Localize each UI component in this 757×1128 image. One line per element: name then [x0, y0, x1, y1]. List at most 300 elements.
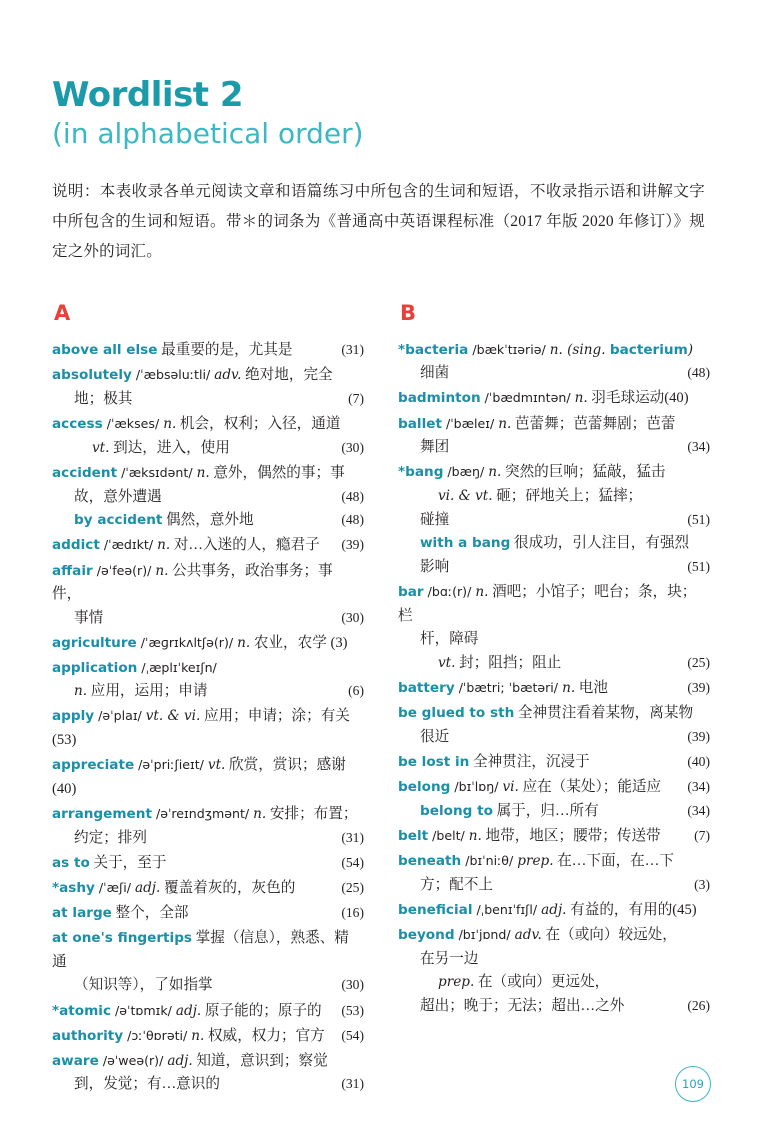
definition: 偶然，意外地: [162, 512, 254, 529]
phonetic: /ˈbæleɪ/: [441, 415, 499, 431]
phonetic: /ˈæɡrɪkʌltʃə(r)/: [136, 635, 238, 651]
page-ref: (34): [687, 802, 710, 818]
entry-text: [420, 726, 683, 750]
wordlist-entry: [52, 754, 364, 801]
wordlist-entry: [52, 803, 364, 850]
entry-line: [398, 339, 710, 362]
definition: 很近: [420, 728, 450, 745]
headword: belong to: [420, 802, 493, 819]
part-of-speech: n.: [237, 635, 251, 652]
phonetic: /ˈbædmɪntən/: [480, 390, 575, 406]
headword: appreciate: [52, 757, 135, 774]
wordlist-entry: [398, 581, 710, 676]
headword: authority: [52, 1027, 124, 1044]
phonetic: /ˈbætri; ˈbætəri/: [454, 680, 563, 696]
definition: 对…入迷的人，瘾君子: [170, 537, 320, 554]
entry-text: [438, 652, 683, 676]
definition: 权威，权力；官方: [204, 1027, 325, 1044]
phonetic: /ˈækses/: [102, 416, 164, 432]
entry-text: [52, 754, 360, 801]
entry-text: [398, 825, 690, 849]
phonetic: /əˈtɒmɪk/: [111, 1002, 176, 1018]
part-of-speech: n.: [562, 680, 576, 697]
entry-line: [398, 995, 710, 1019]
part-of-speech: n.: [475, 584, 489, 601]
wordlist-entry: [398, 776, 710, 823]
wordlist-entry: [52, 534, 364, 558]
headword: bar: [398, 584, 424, 601]
entry-text: [398, 677, 683, 701]
headword: as to: [52, 854, 90, 871]
wordlist-entry: [52, 462, 364, 533]
headword: above all else: [52, 342, 158, 359]
wordlist-entry: [398, 899, 710, 923]
phonetic: /ˌbenɪˈfɪʃl/: [472, 901, 542, 917]
entry-line: [398, 850, 710, 874]
definition: 地；极其: [74, 391, 133, 408]
entry-line: [398, 776, 710, 800]
entry-line: [398, 825, 710, 849]
part-of-speech: vi. & vt.: [438, 488, 493, 505]
definition: 芭蕾舞；芭蕾舞剧；芭蕾: [511, 415, 676, 432]
part-of-speech: vi.: [502, 779, 519, 796]
entry-line: [398, 948, 710, 972]
entry-line: [398, 628, 710, 652]
definition: 欣赏，赏识；感谢(40): [52, 757, 346, 797]
part-of-speech: n.: [163, 416, 177, 433]
entry-line: [398, 556, 710, 580]
phonetic: /bæŋ/: [443, 464, 489, 480]
wordlist-entry: [398, 751, 710, 775]
phonetic: /əˈweə(r)/: [98, 1052, 168, 1068]
entry-line: [52, 486, 364, 510]
phonetic: /belt/: [428, 828, 469, 844]
wordlist-entry: [398, 924, 710, 1019]
entry-line: [52, 364, 364, 388]
entry-text: [52, 803, 360, 827]
definition: 全神贯注看着某物，离某物: [514, 705, 694, 722]
page-ref: (25): [341, 879, 364, 895]
entry-text: [74, 607, 337, 631]
entry-line: [398, 387, 710, 411]
definition: 影响: [420, 558, 450, 575]
definition: 安排；布置；: [266, 805, 358, 822]
definition: 很成功，引人注目，有强烈: [510, 535, 690, 552]
definition: 在另一边: [420, 950, 479, 967]
entry-text: [438, 971, 706, 995]
definition: 最重要的是，尤其是: [157, 342, 293, 359]
entry-line: [398, 800, 710, 824]
definition: 到，发觉；有…意识的: [74, 1076, 220, 1093]
definition: 全神贯注，沉浸于: [469, 754, 590, 771]
headword: with a bang: [420, 535, 511, 552]
wordlist-entry: [52, 1050, 364, 1097]
headword: atomic: [59, 1002, 112, 1019]
entry-text: [398, 850, 706, 874]
entry-line: [52, 1000, 364, 1024]
entry-line: [398, 751, 710, 775]
wordlist-entry: [52, 632, 364, 656]
definition: 碰撞: [420, 511, 450, 528]
definition: 超出；晚于；无法；超出…之外: [420, 998, 625, 1014]
entry-line: [52, 607, 364, 631]
page-ref: (31): [341, 829, 364, 845]
definition: 突然的巨响；猛敲，猛击: [501, 464, 666, 481]
part-of-speech: adv.: [214, 367, 242, 384]
entries-b: [398, 339, 710, 1018]
phonetic: /bækˈtɪəriə/: [468, 342, 550, 358]
definition: 细菌: [420, 365, 450, 382]
headword: aware: [52, 1052, 99, 1069]
part-of-speech: n.: [498, 415, 512, 432]
entry-line: [398, 413, 710, 437]
part-of-speech: prep.: [438, 974, 475, 991]
entry-text: [74, 1073, 337, 1097]
wordlist-entry: [398, 413, 710, 460]
definition: 应在（某处）；能适应: [518, 779, 662, 796]
entry-text: [74, 509, 337, 533]
entry-line: [398, 971, 710, 995]
definition: 在…下面，在…下: [553, 853, 674, 870]
entry-text: [74, 680, 344, 704]
phonetic: /ˈæksɪdənt/: [117, 465, 197, 481]
entry-text: [420, 532, 706, 556]
wordlist-entry: [52, 852, 364, 876]
entry-line: [398, 899, 710, 923]
part-of-speech: n.: [74, 683, 88, 700]
page-ref: (26): [687, 998, 710, 1013]
wordlist-entry: [52, 705, 364, 752]
entry-text: [398, 702, 706, 726]
entry-text: [398, 776, 683, 800]
page-ref: (48): [341, 512, 364, 528]
entry-line: [52, 974, 364, 998]
phonetic: /bɑː(r)/: [423, 584, 476, 600]
entry-text: [52, 462, 360, 486]
phonetic: /əˈpriːʃieɪt/: [134, 757, 208, 773]
entry-line: [52, 534, 364, 558]
part-of-speech: adj.: [134, 879, 161, 896]
headword: application: [52, 660, 138, 677]
phonetic: /əˈfeə(r)/: [92, 562, 156, 578]
asterisk-marker: *: [398, 464, 406, 481]
headword: be glued to sth: [398, 705, 515, 722]
definition: 整个，全部: [111, 904, 189, 921]
definition: 在（或向）更远处，: [474, 974, 610, 991]
entry-line: [398, 485, 710, 509]
entry-text: [398, 751, 683, 775]
wordlist-entry: [52, 413, 364, 460]
entry-text: [52, 534, 337, 558]
page-number: 109: [675, 1066, 711, 1102]
page-ref: (40): [687, 754, 710, 770]
entry-line: [52, 827, 364, 851]
entry-line: [52, 437, 364, 461]
entry-text: [52, 705, 360, 752]
entry-line: [52, 413, 364, 437]
part-of-speech: vt.: [92, 439, 110, 456]
wordlist-entry: [398, 339, 710, 386]
part-of-speech: vt.: [207, 757, 226, 774]
part-of-speech: n.: [196, 465, 210, 482]
phonetic: /bɪˈlɒŋ/: [450, 779, 503, 795]
definition: 事情: [74, 609, 104, 626]
explanatory-note: 说明：本表收录各单元阅读文章和语篇练习中所包含的生词和短语，不收录指示语和讲解文字中所包含的生词和短语。带＊的词条为《普通高中英语课程标准（2017 年版 2020 年修订）》规定之外的词汇。: [52, 182, 705, 261]
entry-line: [52, 657, 364, 680]
entry-text: [52, 1000, 337, 1024]
wordlist-entry: [52, 902, 364, 926]
entry-text: [420, 628, 706, 652]
entry-line: [398, 509, 710, 533]
page-ref: (48): [341, 488, 364, 504]
part-of-speech: n.: [468, 828, 482, 845]
paren-close: ): [687, 342, 694, 359]
entry-line: [398, 581, 710, 628]
entry-line: [52, 1025, 364, 1049]
part-of-speech: n.: [157, 537, 171, 554]
asterisk-marker: *: [52, 879, 60, 896]
part-of-speech: prep.: [517, 853, 554, 870]
entry-line: [52, 877, 364, 901]
headword: arrangement: [52, 805, 152, 822]
phonetic: /ɔːˈθɒrəti/: [123, 1027, 192, 1043]
entry-text: [52, 632, 360, 656]
wordlist-entry: [398, 461, 710, 579]
definition: 故，意外遭遇: [74, 488, 162, 505]
entry-text: [52, 1025, 337, 1049]
headword: affair: [52, 562, 93, 579]
phonetic: /əˈreɪndʒmənt/: [151, 805, 254, 821]
wordlist-columns: [52, 293, 710, 1098]
entry-line: [398, 726, 710, 750]
definition: 羽毛球运动(40): [587, 390, 689, 407]
definition: 原子能的；原子的: [201, 1002, 322, 1019]
definition: 有益的，有用的(45): [566, 901, 697, 918]
entry-text: [398, 339, 706, 362]
page-ref: (53): [341, 1002, 364, 1018]
page-ref: (30): [341, 609, 364, 625]
entry-text: [398, 387, 706, 411]
wordlist-entry: [398, 850, 710, 897]
entry-text: [420, 800, 683, 824]
entry-text: [398, 924, 706, 948]
page-ref: (39): [687, 680, 710, 696]
entry-text: [74, 974, 337, 998]
definition: 砸；砰地关上；猛摔；: [492, 488, 643, 505]
definition: 关于，至于: [89, 854, 167, 871]
definition: 覆盖着灰的，灰色的: [160, 879, 296, 896]
entry-line: [52, 705, 364, 752]
letter-heading-b: B: [400, 301, 417, 326]
entry-line: [398, 677, 710, 701]
wordlist-entry: [52, 339, 364, 363]
headword: belt: [398, 828, 429, 845]
asterisk-marker: *: [398, 342, 406, 359]
part-of-speech: adj.: [175, 1002, 202, 1019]
definition: 方；配不上: [420, 876, 493, 893]
definition: 机会，权利；入径，通道: [176, 416, 341, 433]
asterisk-marker: *: [52, 1002, 60, 1019]
headword: bang: [405, 464, 444, 481]
entry-line: [52, 462, 364, 486]
entry-line: [398, 532, 710, 556]
page-subtitle: (in alphabetical order): [52, 117, 364, 151]
definition: 绝对地，完全: [241, 367, 333, 384]
page-ref: (34): [687, 439, 710, 455]
phonetic: /bɪˈniːθ/: [461, 853, 518, 869]
page-ref: (16): [341, 904, 364, 920]
column-b: [398, 293, 710, 1098]
entry-text: [74, 388, 344, 412]
part-of-speech: adv.: [514, 927, 542, 944]
entry-text: [420, 362, 683, 386]
definition: 应用，运用；申请: [87, 683, 208, 700]
page-ref: (54): [341, 854, 364, 870]
wordlist-entry: [398, 677, 710, 701]
page-title: Wordlist 2: [52, 75, 244, 115]
headword: ashy: [59, 879, 95, 896]
definition: 属于，归…所有: [492, 802, 599, 819]
definition: 农业，农学 (3): [250, 635, 348, 652]
page-ref: (30): [341, 977, 364, 993]
page-ref: (3): [694, 876, 710, 892]
headword: at one's fingertips: [52, 930, 193, 947]
page-ref: (30): [341, 439, 364, 455]
entry-text: [420, 874, 690, 898]
wordlist-entry: [52, 364, 364, 411]
page-ref: (51): [687, 511, 710, 527]
definition: 酒吧；小馆子；吧台；条，块；栏: [398, 584, 697, 624]
entry-text: [398, 413, 706, 437]
entry-text: [438, 485, 706, 509]
page-ref: (31): [341, 1076, 364, 1092]
entry-text: [52, 852, 337, 876]
wordlist-entry: [52, 927, 364, 998]
wordlist-entry: [398, 825, 710, 849]
headword: beyond: [398, 927, 455, 944]
letter-heading-a: A: [54, 301, 71, 326]
page-ref: (51): [687, 558, 710, 574]
entry-text: [74, 486, 337, 510]
entry-line: [398, 924, 710, 948]
definition: 电池: [575, 680, 608, 697]
entry-line: [52, 560, 364, 607]
entry-text: [52, 413, 360, 437]
headword: ballet: [398, 415, 442, 432]
definition: 封；阻挡；阻止: [455, 655, 562, 672]
phonetic: /bɪˈjɒnd/: [454, 927, 515, 943]
entries-a: [52, 339, 364, 1097]
headword: beneath: [398, 853, 462, 870]
entry-line: [398, 652, 710, 676]
entry-text: [52, 657, 360, 680]
wordlist-entry: [52, 657, 364, 704]
page-ref: (39): [341, 537, 364, 553]
definition: 应用；申请；涂；有关(53): [52, 708, 350, 748]
page-ref: (31): [341, 342, 364, 358]
wordlist-entry: [398, 702, 710, 749]
headword: accident: [52, 465, 118, 482]
page-ref: (7): [694, 828, 710, 844]
entry-text: [52, 339, 337, 363]
entry-text: [420, 995, 683, 1019]
entry-line: [398, 702, 710, 726]
entry-text: [420, 436, 683, 460]
headword: apply: [52, 708, 95, 725]
entry-text: [398, 581, 706, 628]
phonetic: /əˈplaɪ/: [94, 708, 146, 724]
entry-line: [52, 339, 364, 363]
entry-text: [92, 437, 337, 461]
entry-line: [52, 852, 364, 876]
definition: 知道，意识到；察觉: [192, 1052, 328, 1069]
part-of-speech: n.: [155, 562, 169, 579]
entry-text: [74, 827, 337, 851]
entry-text: [420, 948, 706, 972]
page-ref: (6): [348, 683, 364, 699]
page-ref: (7): [348, 391, 364, 407]
part-of-speech: n.: [253, 805, 267, 822]
entry-text: [52, 877, 337, 901]
entry-line: [398, 461, 710, 485]
phonetic: /ˈæbsəluːtli/: [131, 367, 215, 383]
entry-line: [52, 902, 364, 926]
definition: 舞团: [420, 439, 450, 456]
entry-line: [52, 509, 364, 533]
page-ref: (25): [687, 655, 710, 671]
part-of-speech: vt.: [438, 655, 456, 672]
definition: 到达，进入，使用: [109, 439, 230, 456]
definition: 意外，偶然的事；事: [209, 465, 345, 482]
entry-text: [420, 509, 683, 533]
wordlist-entry: [52, 877, 364, 901]
entry-text: [398, 899, 706, 923]
part-of-speech: adj.: [167, 1052, 193, 1069]
singular-form: bacterium: [609, 342, 688, 359]
headword: agriculture: [52, 635, 137, 652]
part-of-speech: n.: [574, 390, 588, 407]
entry-line: [52, 632, 364, 656]
entry-line: [398, 362, 710, 386]
entry-line: [52, 680, 364, 704]
headword: absolutely: [52, 367, 132, 384]
definition: （知识等），了如指掌: [74, 977, 213, 994]
headword: be lost in: [398, 754, 470, 771]
wordlist-entry: [52, 1000, 364, 1024]
entry-text: [52, 364, 360, 388]
entry-line: [52, 803, 364, 827]
wordlist-entry: [52, 560, 364, 631]
entry-line: [52, 1050, 364, 1074]
entry-line: [398, 436, 710, 460]
part-of-speech: adj.: [541, 901, 567, 918]
definition: 掌握（信息），熟悉、精通: [52, 930, 349, 970]
page-ref: (54): [341, 1027, 364, 1043]
part-of-speech: n.: [488, 464, 502, 481]
entry-text: [52, 1050, 360, 1074]
entry-text: [52, 902, 337, 926]
wordlist-entry: [398, 387, 710, 411]
headword: bacteria: [405, 342, 469, 359]
part-of-speech: n.: [191, 1027, 205, 1044]
entry-text: [420, 556, 683, 580]
page-ref: (48): [687, 365, 710, 381]
entry-line: [398, 874, 710, 898]
headword: access: [52, 416, 103, 433]
part-of-speech: n. (sing.: [549, 342, 610, 359]
definition: 约定；排列: [74, 829, 147, 846]
part-of-speech: vt. & vi.: [145, 708, 201, 725]
